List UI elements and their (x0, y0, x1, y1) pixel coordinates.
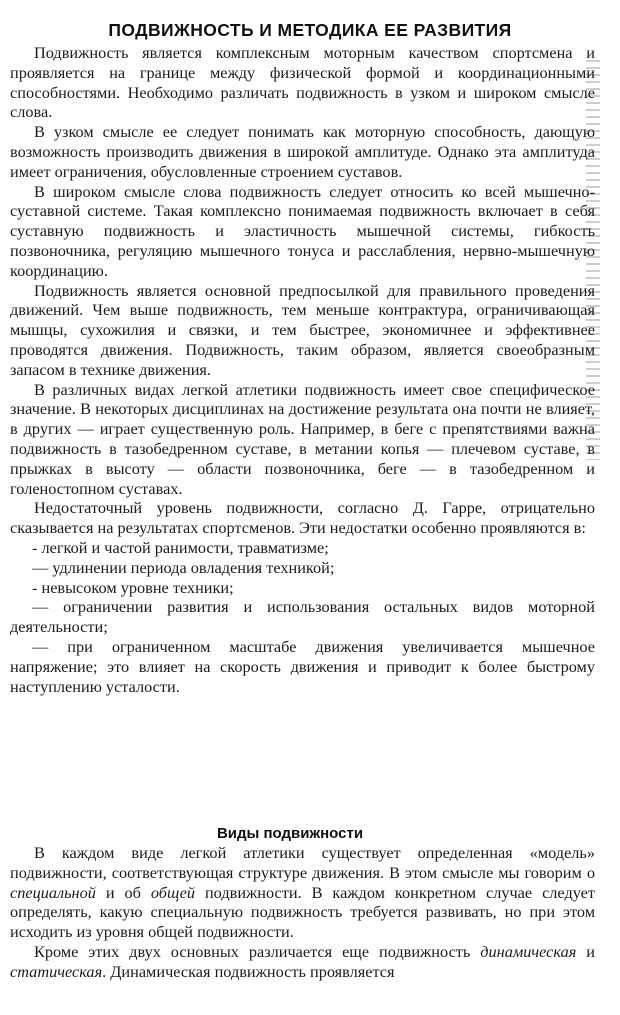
list-item-1: - легкой и частой ранимости, травматизме; (32, 537, 329, 557)
text-span: Кроме этих двух основных различается еще подвижность (34, 941, 481, 961)
italic-term-dynamic: динамическая (480, 941, 577, 961)
text-span: подвижности. В каждом конкретном случае следует определять, какую специальную подвижность требуется развивать, но при этом исходить из уровня общей подвижности. (10, 882, 595, 942)
italic-term-special: специальной (10, 882, 96, 902)
paragraph-1: Подвижность является комплексным моторным качеством спортсмена и проявляется на границе между физической формой и координационными способностями. Необходимо различать подвижность в узком и широком смысле слова. (10, 43, 595, 122)
paragraph-6: Недостаточный уровень подвижности, согласно Д. Гарре, отрицательно сказывается на результатах спортсменов. Эти недостатки особенно проявляются в: (10, 498, 595, 538)
list-item-2: — удлинении периода овладения техникой; (32, 557, 335, 577)
section-title: Виды подвижности (216, 825, 364, 843)
main-text-block (10, 43, 595, 696)
paragraph-3: В широком смысле слова подвижность следует относить ко всей мышечно-суставной системе. Такая комплексно понимаемая подвижность включает в себя суставную подвижность и эластичность мышечной системы, гибкость позвоночника, регуляцию мышечного тонуса и расслабления, нервно-мышечную координацию. (10, 181, 595, 280)
page-title: ПОДВИЖНОСТЬ И МЕТОДИКА ЕЕ РАЗВИТИЯ (108, 19, 512, 40)
list-item-3: - невысоком уровне техники; (32, 577, 234, 597)
text-span: В каждом виде легкой атлетики существует определенная «модель» подвижности, соответствующая структуре движения. В этом смысле мы говорим о (10, 843, 595, 882)
text-span: . Динамическая подвижность проявляется (102, 961, 395, 981)
paragraph-2: В узком смысле ее следует понимать как моторную способность, дающую возможность производить движения в широкой амплитуде. Однако эта амплитуда имеет ограничения, обусловленные строением суставов. (10, 122, 595, 181)
italic-term-static: статическая (10, 961, 103, 981)
text-span: и об (95, 882, 151, 902)
text-span: и (576, 941, 595, 961)
paragraph-5: В различных видах легкой атлетики подвижность имеет свое специфическое значение. В некоторых дисциплинах на достижение результата она почти не влияет, в других — играет существенную роль. Например, в беге с препятствиями важна подвижность в тазобедренном суставе, в метании копья — плечевом суставе, в прыжках в высоту — области позвоночника, беге — в тазобедренном и голеностопном суставах. (10, 379, 595, 498)
paragraph-4: Подвижность является основной предпосылкой для правильного проведения движений. Чем выше подвижность, тем меньше контрактура, ограничивающая мышцы, сухожилия и связки, и тем быстрее, экономичнее и эффективнее проводятся движения. Подвижность, таким образом, является своеобразным запасом в технике движения. (10, 280, 595, 379)
section-paragraph-2 (10, 942, 595, 982)
list-item-5: — при ограниченном масштабе движения увеличивается мышечное напряжение; это влияет на скорость движения и приводит к более быстрому наступлению усталости. (10, 636, 595, 696)
section-paragraph-1 (10, 843, 595, 942)
section-text-block (10, 843, 595, 982)
list-item-4: — ограничении развития и использования остальных видов моторной деятельности; (10, 597, 595, 637)
italic-term-general: общей (150, 882, 196, 902)
